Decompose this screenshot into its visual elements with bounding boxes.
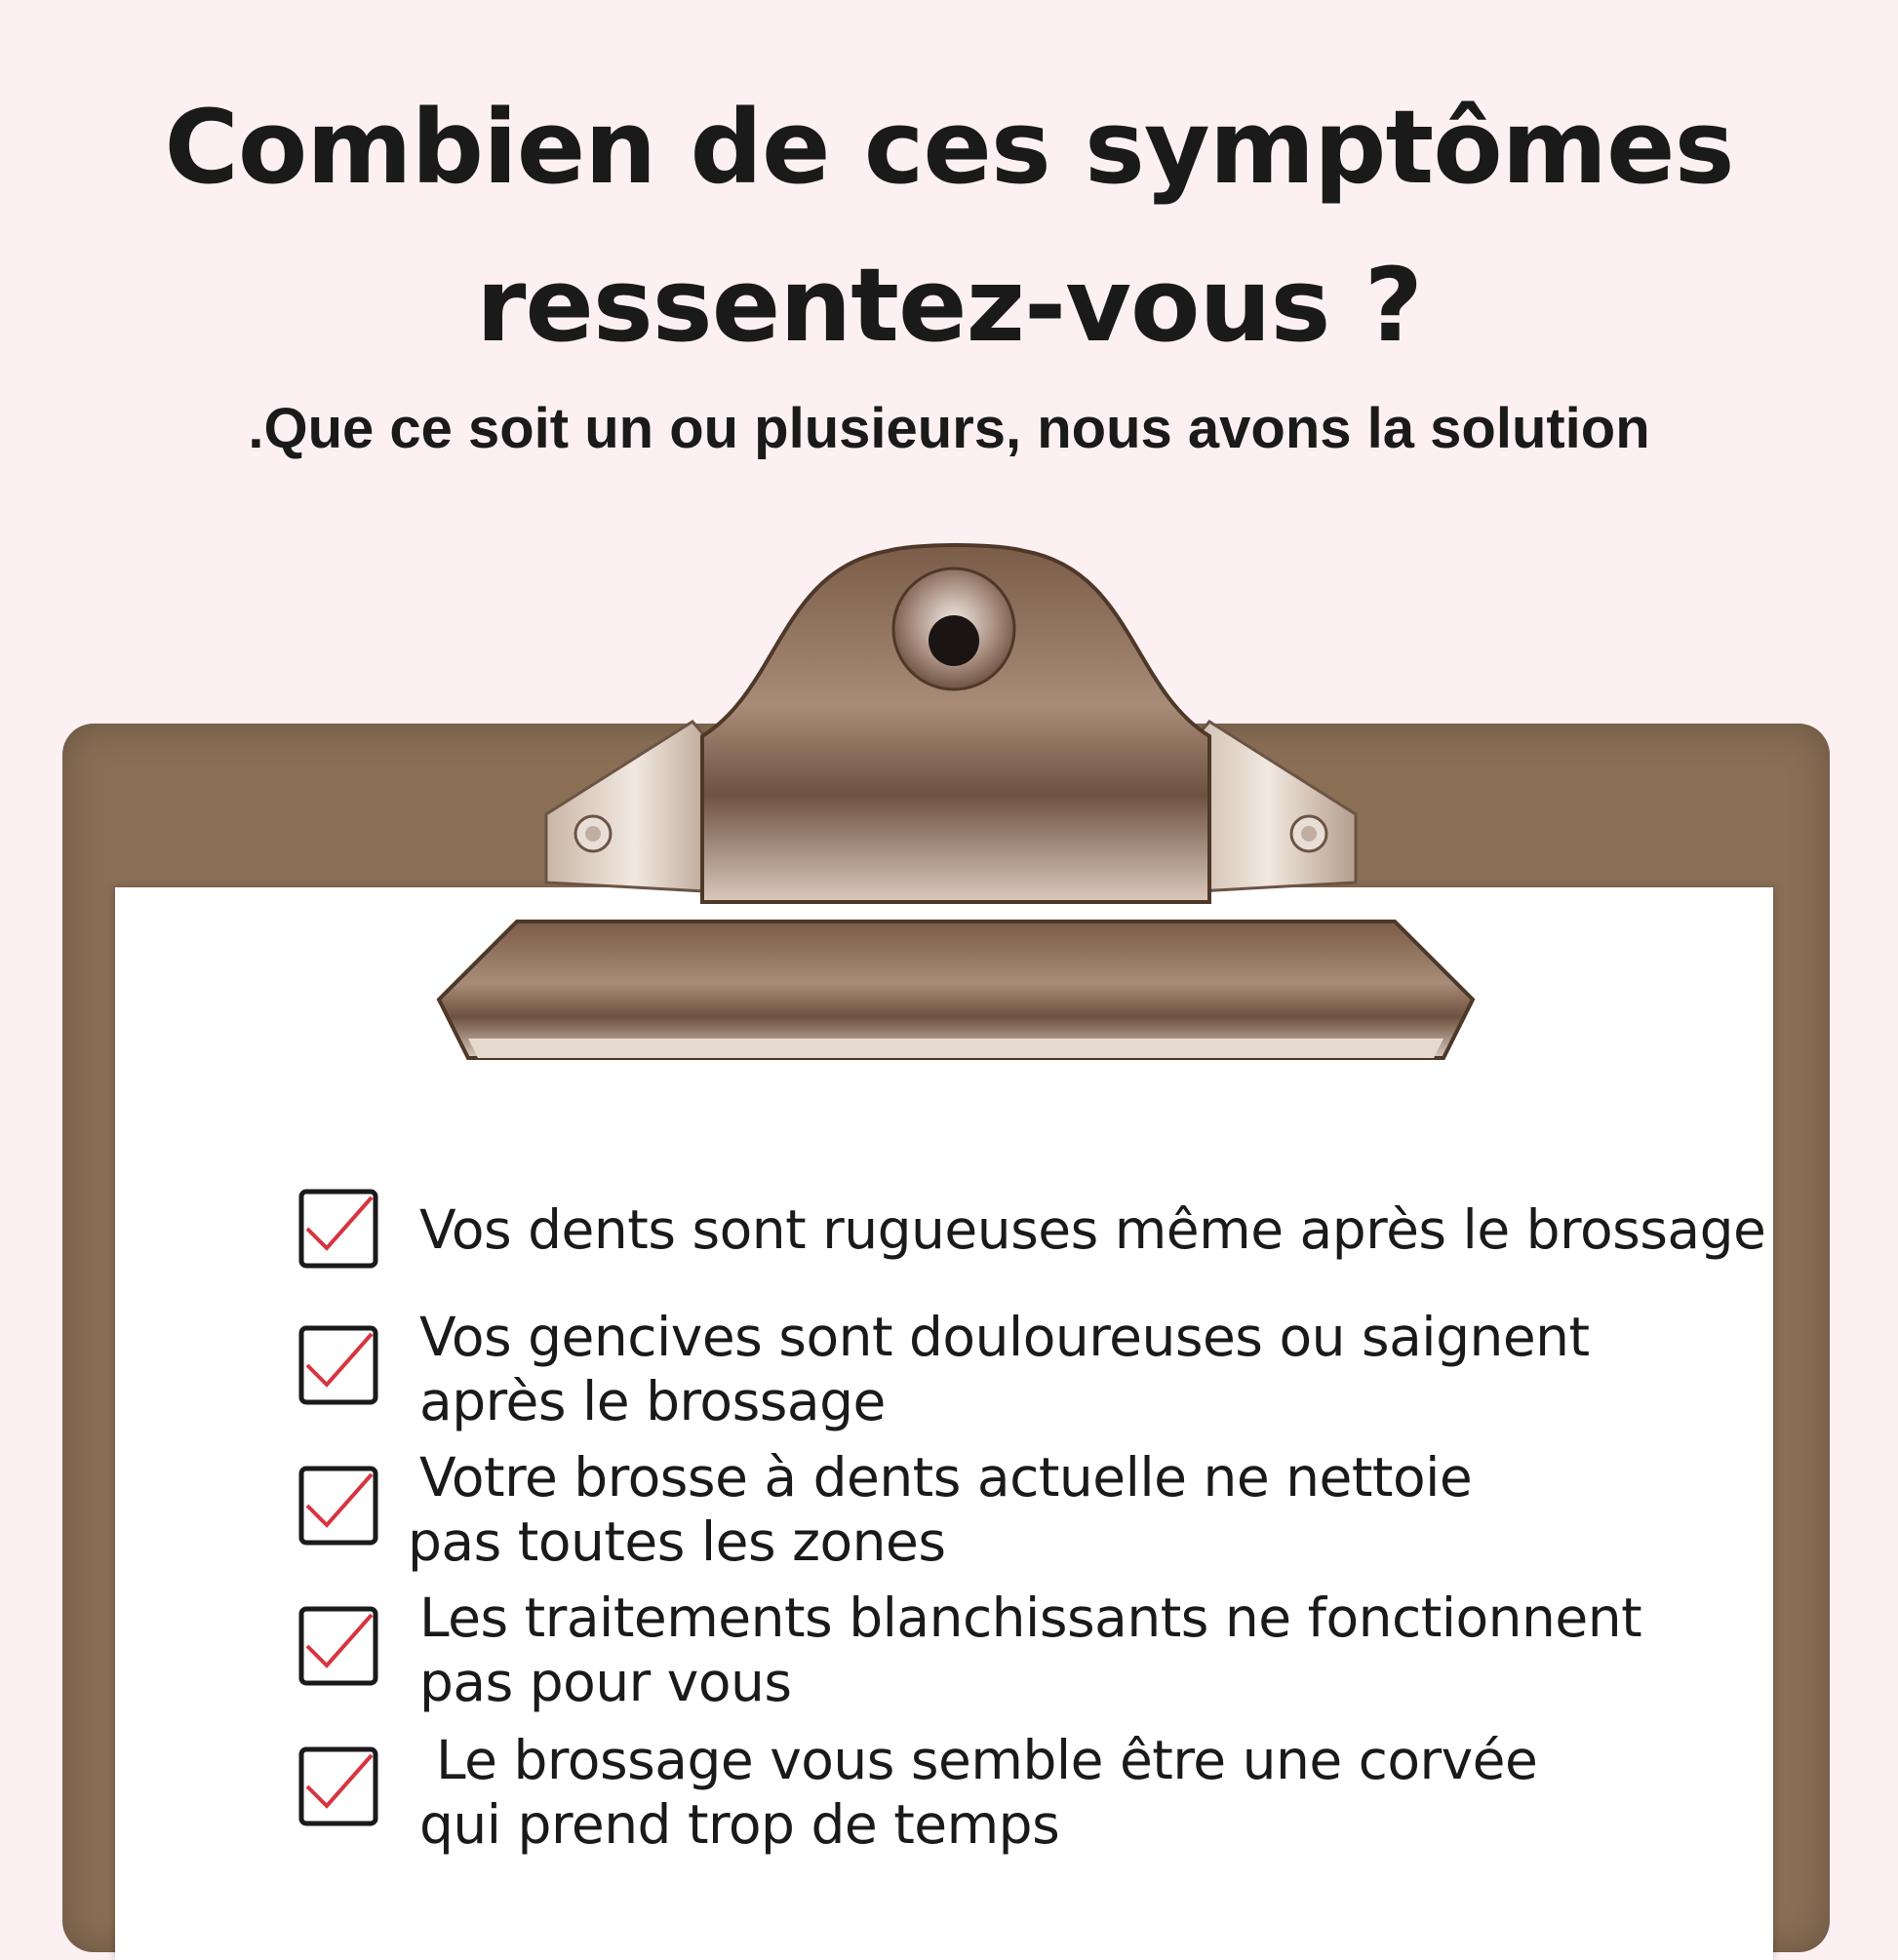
item-text-line-2: après le brossage <box>419 1370 886 1432</box>
clip-lip <box>439 921 1473 1058</box>
item-text-line-2: pas toutes les zones <box>408 1510 946 1573</box>
clip-hinge-left <box>546 722 722 892</box>
title-line-1: Combien de ces symptômes <box>164 88 1734 207</box>
item-text-line-1: Les traitements blanchissants ne fonctionnent <box>419 1587 1642 1649</box>
page-title <box>0 68 1898 384</box>
item-text-line-2: qui prend trop de temps <box>419 1793 1060 1856</box>
checked-checkbox-icon <box>297 1605 376 1683</box>
clipboard-clip-image <box>371 531 1541 1078</box>
item-text-line-1: Votre brosse à dents actuelle ne nettoie <box>419 1446 1473 1509</box>
title-line-2: ressentez-vous ? <box>476 246 1422 365</box>
checked-checkbox-icon <box>297 1745 376 1823</box>
item-text-line-2: pas pour vous <box>419 1651 792 1713</box>
subtitle: .Que ce soit un ou plusieurs, nous avons la solution <box>248 397 1650 460</box>
item-text-line-1: Vos dents sont rugueuses même après le brossage <box>419 1198 1766 1261</box>
item-text-line-1: Vos gencives sont douloureuses ou saignent <box>419 1306 1590 1368</box>
checked-checkbox-icon <box>297 1324 376 1402</box>
item-text-line-1: Le brossage vous semble être une corvée <box>419 1729 1538 1791</box>
checked-checkbox-icon <box>297 1188 376 1266</box>
checked-checkbox-icon <box>297 1465 376 1543</box>
